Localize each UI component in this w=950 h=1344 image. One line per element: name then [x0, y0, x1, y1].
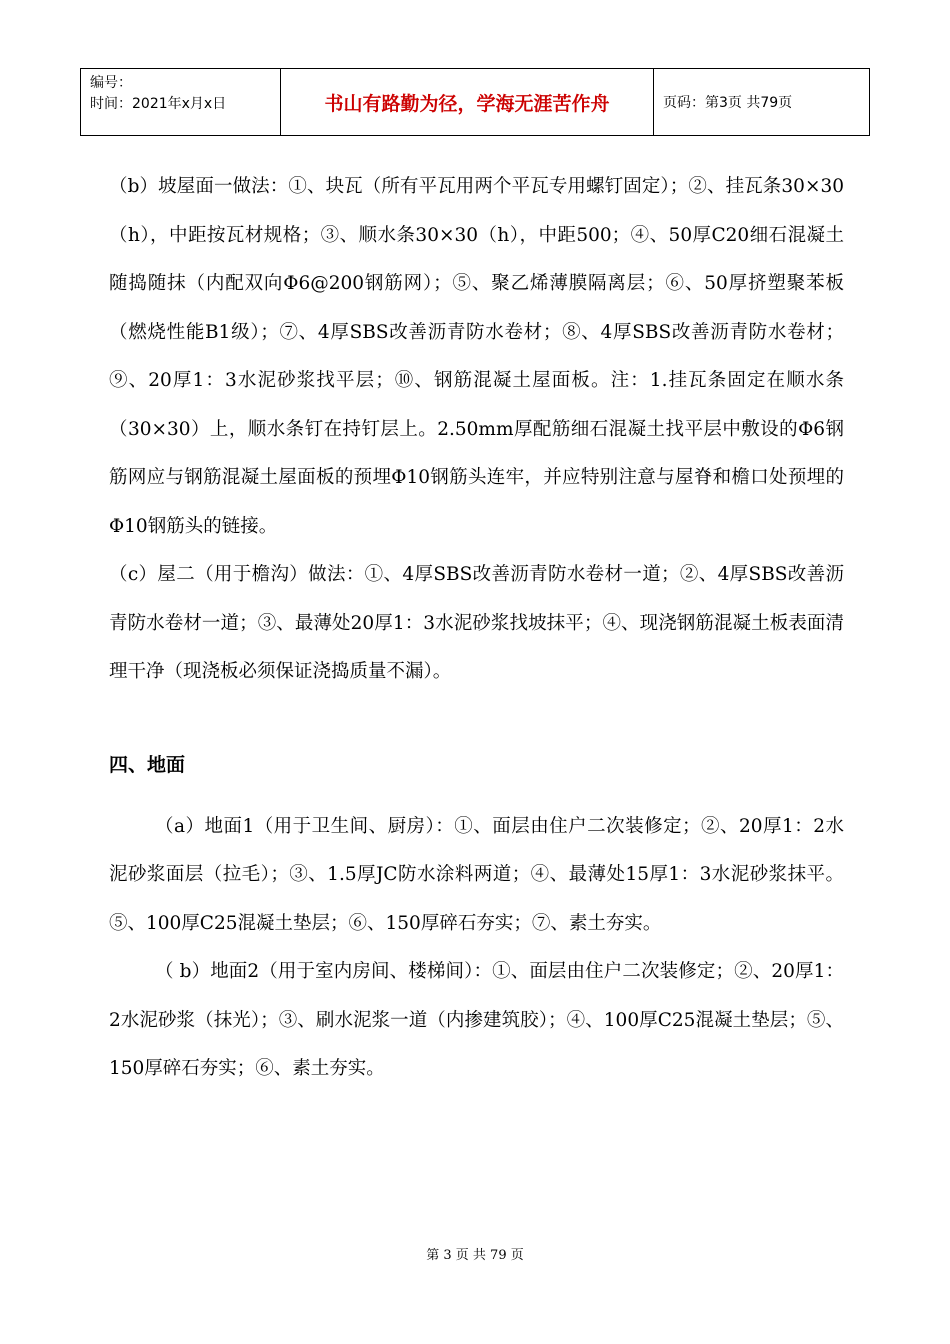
- page-header: [80, 68, 870, 136]
- paragraph-roof-b: （b）坡屋面一做法：①、块瓦（所有平瓦用两个平瓦专用螺钉固定）；②、挂瓦条30×30（h），中距按瓦材规格；③、顺水条30×30（h），中距500；④、50厚C20细石混凝土随捣随抹（内配双向Φ6@200钢筋网）；⑤、聚乙烯薄膜隔离层；⑥、50厚挤塑聚苯板（燃烧性能B1级）；⑦、4厚SBS改善沥青防水卷材；⑧、4厚SBS改善沥青防水卷材；⑨、20厚1：3水泥砂浆找平层；⑩、钢筋混凝土屋面板。注：1.挂瓦条固定在顺水条（30×30）上，顺水条钉在持钉层上。2.50mm厚配筋细石混凝土找平层中敷设的Φ6钢筋网应与钢筋混凝土屋面板的预埋Φ10钢筋头连牢，并应特别注意与屋脊和檐口处预埋的Φ10钢筋头的链接。: [109, 176, 844, 537]
- paragraph-floor-a: （a）地面1（用于卫生间、厨房）：①、面层由住户二次装修定；②、20厚1：2水泥砂浆面层（拉毛）；③、1.5厚JC防水涂料两道；④、最薄处15厚1：3水泥砂浆抹平。⑤、100厚C25混凝土垫层；⑥、150厚碎石夯实；⑦、素土夯实。: [109, 815, 844, 934]
- date-label: 时间：2021年x月x日: [90, 96, 227, 112]
- number-label: 编号：: [90, 75, 132, 91]
- header-left-cell: [81, 69, 281, 135]
- section-title: 四、地面: [109, 753, 186, 776]
- document-body: [109, 163, 844, 1094]
- paragraph-roof-c: （c）屋二（用于檐沟）做法：①、4厚SBS改善沥青防水卷材一道；②、4厚SBS改善沥青防水卷材一道；③、最薄处20厚1：3水泥砂浆找坡抹平；④、现浇钢筋混凝土板表面清理干净（现浇板必须保证浇捣质量不漏）。: [109, 564, 844, 682]
- motto: 书山有路勤为径，学海无涯苦作舟: [281, 69, 654, 135]
- page-footer: 第 3 页 共 79 页: [426, 1248, 524, 1263]
- paragraph-floor-b: （ b）地面2（用于室内房间、楼梯间）：①、面层由住户二次装修定；②、20厚1：2水泥砂浆（抹光）；③、刷水泥浆一道（内掺建筑胶）；④、100厚C25混凝土垫层；⑤、150厚碎石夯实；⑥、素土夯实。: [109, 961, 844, 1079]
- page-info: 页码：第3页 共79页: [663, 95, 793, 111]
